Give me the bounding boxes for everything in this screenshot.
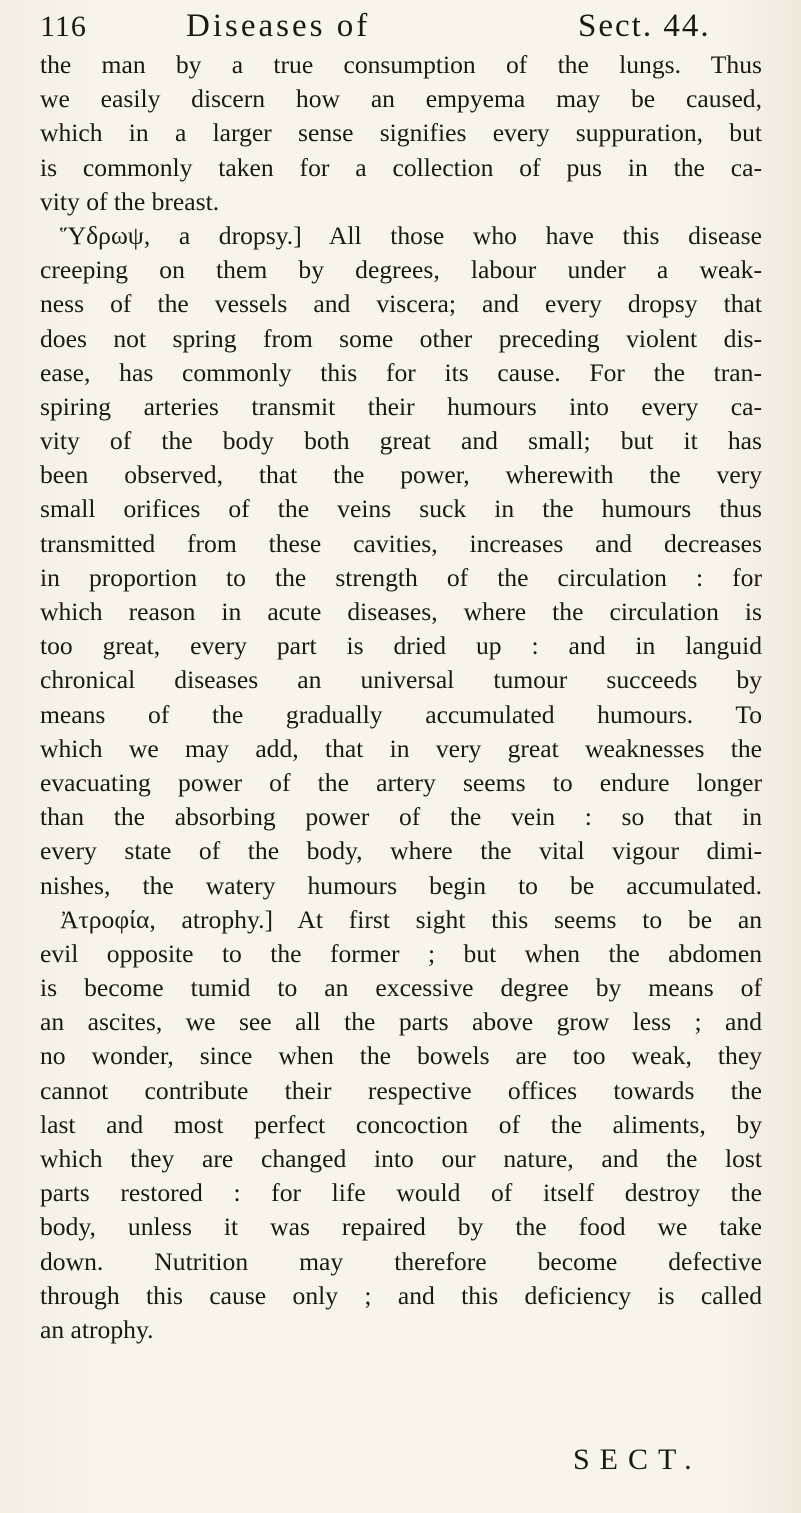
text-line: Ὕδρωψ, a dropsy.] All those who have this disease — [60, 220, 762, 250]
text-line: the man by a true consumption of the lungs. Thus — [40, 50, 762, 79]
text-line: which in a larger sense signifies every suppuration, but — [40, 118, 762, 148]
text-line: chronical diseases an universal tumour succeeds by — [40, 665, 762, 695]
text-line: we easily discern how an empyema may be caused, — [40, 84, 762, 114]
text-line: no wonder, since when the bowels are too weak, they — [40, 1041, 762, 1071]
section-label: Sect. 44. — [578, 8, 711, 44]
text-line: every state of the body, where the vital vigour dimi- — [40, 836, 762, 866]
text-line: spiring arteries transmit their humours into every ca- — [40, 391, 762, 421]
text-line: evil opposite to the former ; but when the abdomen — [40, 938, 762, 968]
text-line: small orifices of the veins suck in the humours thus — [40, 494, 762, 524]
text-line: an atrophy. — [40, 1314, 154, 1344]
text-line: last and most perfect concoction of the aliments, by — [40, 1109, 762, 1139]
text-line: in proportion to the strength of the circulation : for — [40, 562, 762, 592]
text-line: ness of the vessels and viscera; and every dropsy that — [40, 289, 762, 319]
body-text — [40, 48, 762, 1347]
text-line: vity of the body both great and small; but it has — [40, 426, 762, 456]
text-line: means of the gradually accumulated humours. To — [40, 699, 762, 729]
text-line: transmitted from these cavities, increases and decreases — [40, 528, 762, 558]
page-number: 116 — [40, 10, 87, 43]
text-line: an ascites, we see all the parts above grow less ; and — [40, 1007, 762, 1037]
text-line: body, unless it was repaired by the food we take — [40, 1212, 762, 1242]
text-line: nishes, the watery humours begin to be accumulated. — [40, 870, 762, 900]
text-line: vity of the breast. — [40, 186, 220, 216]
catchword: SECT. — [573, 1443, 702, 1476]
text-line: Ἀτροφία, atrophy.] At first sight this seems to be an — [60, 904, 762, 934]
text-line: is commonly taken for a collection of pus in the ca- — [40, 152, 762, 182]
text-line: does not spring from some other preceding violent dis- — [40, 323, 762, 353]
text-line: which reason in acute diseases, where the circulation is — [40, 597, 762, 626]
text-line: creeping on them by degrees, labour under a weak- — [40, 255, 762, 285]
text-line: which we may add, that in very great weaknesses the — [40, 733, 762, 763]
text-line: than the absorbing power of the vein : so that in — [40, 802, 762, 832]
text-line: is become tumid to an excessive degree by means of — [40, 973, 762, 1003]
text-line: through this cause only ; and this deficiency is called — [40, 1280, 762, 1310]
running-title: Diseases of — [186, 8, 371, 44]
text-line: been observed, that the power, wherewith the very — [40, 460, 762, 490]
text-line: evacuating power of the artery seems to endure longer — [40, 767, 762, 797]
text-line: too great, every part is dried up : and in languid — [40, 631, 762, 661]
page-header — [40, 6, 740, 46]
text-line: which they are changed into our nature, and the lost — [40, 1144, 762, 1173]
text-line: parts restored : for life would of itself destroy the — [40, 1178, 762, 1208]
text-line: down. Nutrition may therefore become defective — [40, 1246, 762, 1276]
text-line: ease, has commonly this for its cause. For the tran- — [40, 357, 762, 387]
text-line: cannot contribute their respective offices towards the — [40, 1075, 762, 1105]
